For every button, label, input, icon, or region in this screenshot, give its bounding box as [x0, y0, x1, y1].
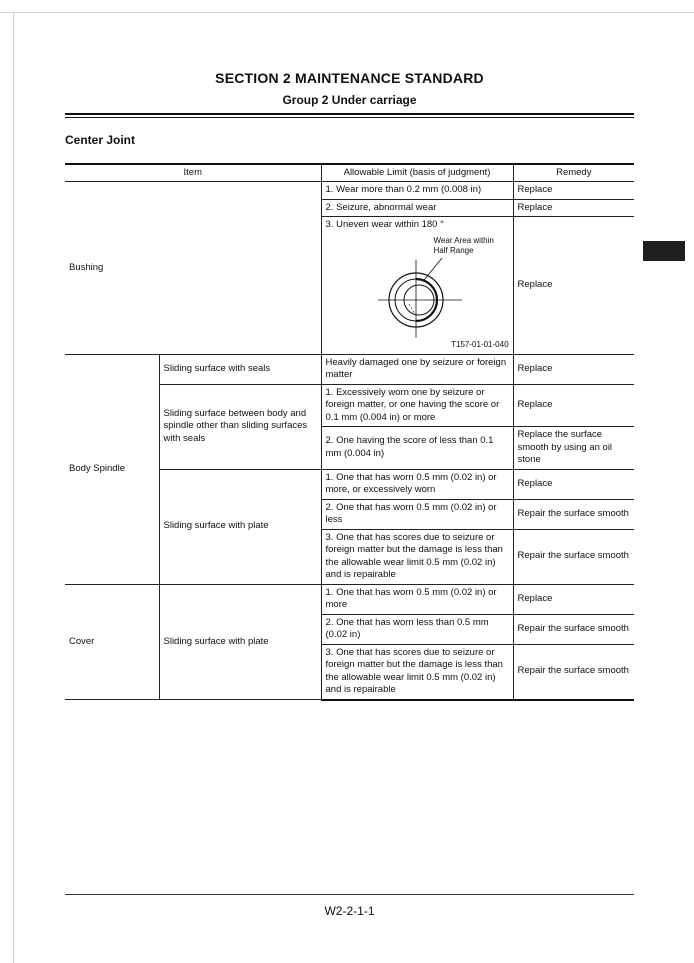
limit-cell: 1. One that has worn 0.5 mm (0.02 in) or more — [321, 584, 513, 614]
page-top-edge — [0, 12, 694, 13]
item-cover: Cover — [65, 584, 159, 700]
table-row — [65, 354, 634, 384]
limit-cell: 2. One that has worn less than 0.5 mm (0.02 in) — [321, 614, 513, 644]
table-row — [65, 182, 634, 200]
header-rule-thin — [65, 117, 634, 118]
header-item: Item — [65, 164, 321, 182]
remedy-cell: Replace — [513, 354, 634, 384]
header-limit: Allowable Limit (basis of judgment) — [321, 164, 513, 182]
limit-cell: 3. One that has scores due to seizure or foreign matter but the damage is less than the allowable wear limit 0.5 mm (0.02 in) and is repairable — [321, 644, 513, 700]
section-title: SECTION 2 MAINTENANCE STANDARD — [215, 70, 484, 86]
limit-cell: 1. Wear more than 0.2 mm (0.008 in) — [321, 182, 513, 200]
subitem-cover-plate: Sliding surface with plate — [159, 584, 321, 700]
header-remedy: Remedy — [513, 164, 634, 182]
table-row — [65, 584, 634, 614]
page-number: W2-2-1-1 — [324, 904, 375, 918]
limit-cell-with-figure — [321, 217, 513, 355]
figure-note: Wear Area within Half Range — [433, 235, 494, 255]
bushing-wear-figure — [326, 234, 509, 352]
limit-cell: 2. Seizure, abnormal wear — [321, 199, 513, 217]
remedy-cell: Repair the surface smooth — [513, 499, 634, 529]
remedy-cell: Replace — [513, 217, 634, 355]
bushing-diagram-icon — [376, 254, 466, 338]
limit-text: 3. Uneven wear within 180 ° — [325, 219, 444, 230]
limit-cell: 2. One that has worn 0.5 mm (0.02 in) or less — [321, 499, 513, 529]
item-body-spindle: Body Spindle — [65, 354, 159, 584]
section-tab-marker — [643, 241, 685, 261]
page-left-edge — [13, 12, 14, 963]
remedy-cell: Repair the surface smooth — [513, 644, 634, 700]
remedy-cell: Replace the surface smooth by using an oil stone — [513, 427, 634, 470]
remedy-cell: Replace — [513, 584, 634, 614]
limit-cell: 1. Excessively worn one by seizure or foreign matter, or one having the score or 0.1 mm (0.004 in) or more — [321, 384, 513, 427]
remedy-cell: Repair the surface smooth — [513, 529, 634, 584]
item-bushing: Bushing — [65, 182, 321, 355]
maintenance-standard-table — [65, 163, 634, 701]
remedy-cell: Repair the surface smooth — [513, 614, 634, 644]
table-header-row — [65, 164, 634, 182]
limit-cell: 1. One that has worn 0.5 mm (0.02 in) or more, or excessively worn — [321, 469, 513, 499]
group-title: Group 2 Under carriage — [282, 93, 417, 107]
header-rule-thick — [65, 113, 634, 115]
subitem-between: Sliding surface between body and spindle other than sliding surfaces with seals — [159, 384, 321, 469]
subsection-title: Center Joint — [65, 133, 136, 147]
subitem-plate: Sliding surface with plate — [159, 469, 321, 584]
footer-rule — [65, 894, 634, 895]
remedy-cell: Replace — [513, 182, 634, 200]
limit-cell: 3. One that has scores due to seizure or foreign matter but the damage is less than the allowable wear limit 0.5 mm (0.02 in) and is repairable — [321, 529, 513, 584]
subitem-seals: Sliding surface with seals — [159, 354, 321, 384]
remedy-cell: Replace — [513, 384, 634, 427]
remedy-cell: Replace — [513, 469, 634, 499]
remedy-cell: Replace — [513, 199, 634, 217]
limit-cell: Heavily damaged one by seizure or foreign matter — [321, 354, 513, 384]
limit-cell: 2. One having the score of less than 0.1 mm (0.004 in) — [321, 427, 513, 470]
figure-code: T157-01-01-040 — [451, 340, 509, 349]
